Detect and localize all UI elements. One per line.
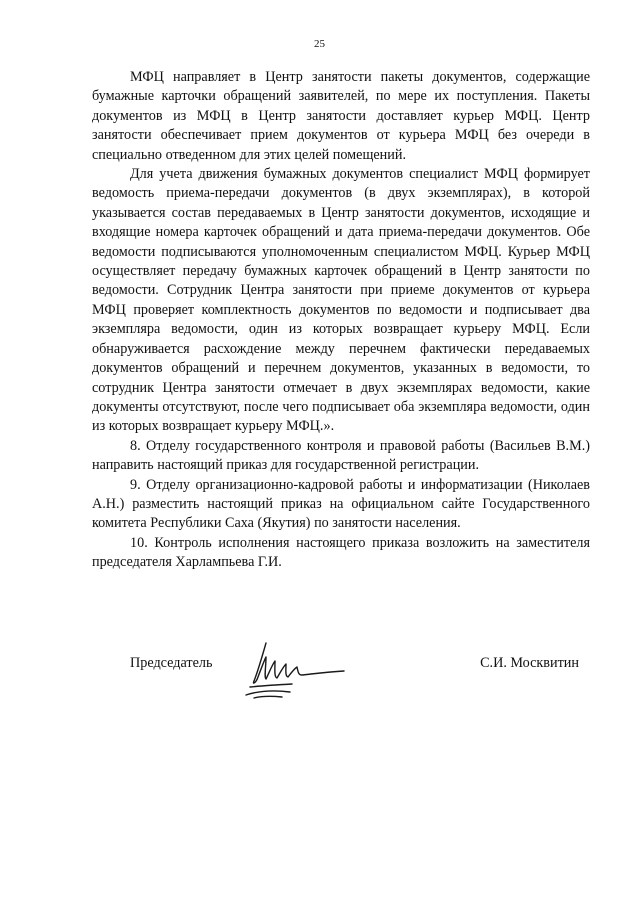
signature-block <box>0 655 639 705</box>
signatory-name: С.И. Москвитин <box>480 655 579 671</box>
paragraph-mfc-transfer: МФЦ направляет в Центр занятости пакеты документов, содержащие бумажные карточки обращений заявителей, по мере их поступления. Пакеты документов из МФЦ в Центр занятости доставляет курьер МФЦ. Центр занятости обеспечивает прием документов от курьера МФЦ без очереди в специально отведенном для этих целей помещений. <box>92 69 590 163</box>
signatory-position: Председатель <box>130 655 213 671</box>
paragraph-record-movement: Для учета движения бумажных документов специалист МФЦ формирует ведомость приема-передачи документов (в двух экземплярах), в которой указывается состав передаваемых в Центр занятости документов, исходящие и входящие номера карточек обращений и дата приема-передачи документов. Обе ведомости подписываются уполномоченным специалистом МФЦ. Курьер МФЦ осуществляет передачу бумажных карточек обращений в Центр занятости по ведомости. Сотрудник Центра занятости при приеме документов от курьера МФЦ проверяет комплектность документов по ведомости и подписывает два экземпляра ведомости, один из которых возвращает курьеру МФЦ. Если обнаруживается расхождение между перечнем фактически передаваемых документов обращений и перечнем документов, указанных в ведомости, то сотрудник Центра занятости отмечает в двух экземплярах ведомости, какие документы отсутствуют, после чего подписывает оба экземпляра ведомости, один из которых возвращает курьеру МФЦ.». <box>92 166 590 435</box>
page-number: 25 <box>314 38 325 50</box>
handwritten-signature <box>232 637 352 707</box>
paragraph-item-8: 8. Отделу государственного контроля и правовой работы (Васильев В.М.) направить настоящий приказ для государственной регистрации. <box>92 437 590 474</box>
document-body <box>92 68 590 573</box>
paragraph-item-9: 9. Отделу организационно-кадровой работы и информатизации (Николаев А.Н.) разместить настоящий приказ на официальном сайте Государственного комитета Республики Саха (Якутия) по занятости населения. <box>92 476 590 532</box>
paragraph-item-10: 10. Контроль исполнения настоящего приказа возложить на заместителя председателя Харлампьева Г.И. <box>92 534 590 571</box>
